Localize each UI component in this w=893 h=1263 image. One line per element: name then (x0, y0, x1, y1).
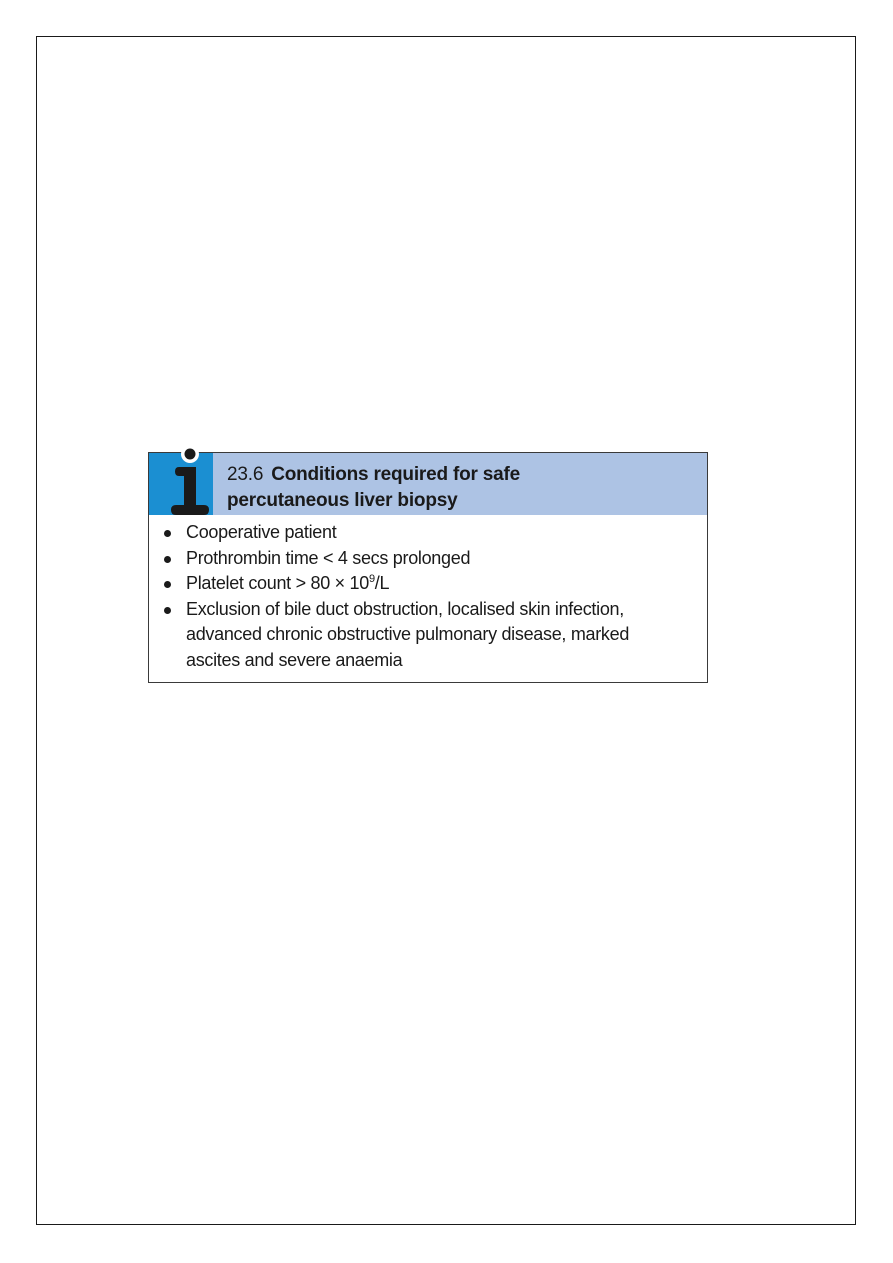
list-item-text-post: /L (374, 573, 390, 593)
list-item (161, 571, 699, 597)
box-title (227, 462, 697, 514)
box-title-line1: Conditions required for safe (271, 464, 521, 485)
list-item (161, 597, 699, 674)
conditions-list (161, 520, 699, 673)
box-number: 23.6 (227, 464, 264, 485)
list-item (161, 546, 699, 572)
list-item-superscript: 9 (368, 573, 375, 585)
info-box (148, 452, 708, 683)
list-item-line2: advanced chronic obstructive pulmonary disease, marked (186, 624, 630, 644)
bullet-icon (164, 607, 171, 614)
box-title-line2: percutaneous liver biopsy (227, 490, 458, 511)
icon-panel (149, 453, 213, 515)
list-item-text-pre: Platelet count > 80 × 10 (186, 573, 369, 593)
list-item (161, 520, 699, 546)
bullet-icon (164, 530, 171, 537)
bullet-icon (164, 556, 171, 563)
info-icon (165, 445, 215, 517)
list-item-line1: Exclusion of bile duct obstruction, localised skin infection, (186, 598, 624, 619)
list-item-text: Cooperative patient (186, 522, 337, 542)
list-item-text: Prothrombin time < 4 secs prolonged (186, 547, 471, 568)
box-header (149, 453, 707, 515)
bullet-icon (164, 581, 171, 588)
list-item-line3: ascites and severe anaemia (186, 649, 403, 670)
